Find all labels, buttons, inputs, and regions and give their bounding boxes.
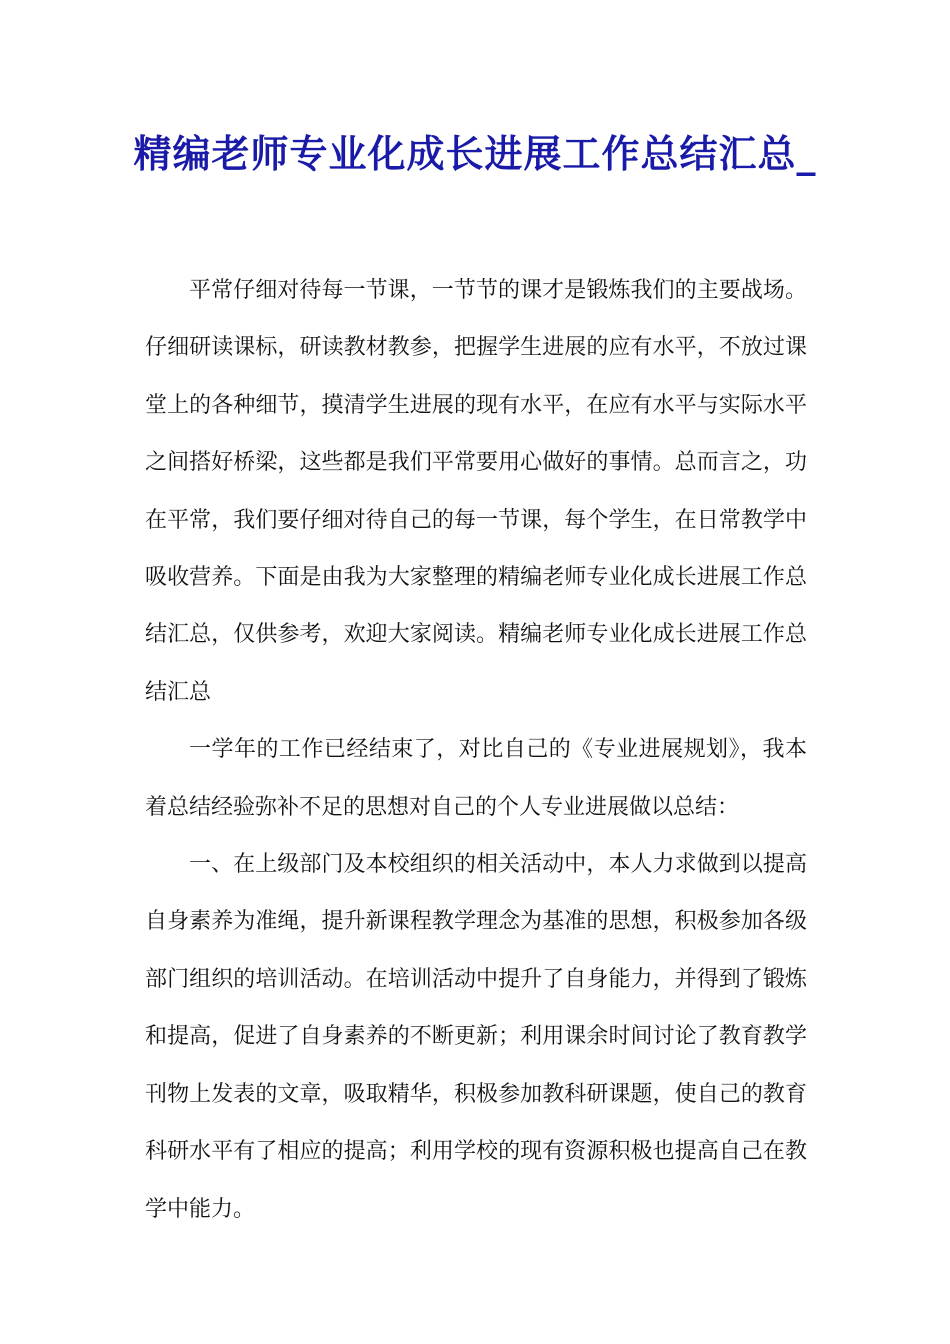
paragraph-intro: 平常仔细对待每一节课，一节节的课才是锻炼我们的主要战场。仔细研读课标，研读教材教参，把握学生进展的应有水平，不放过课堂上的各种细节，摸清学生进展的现有水平，在应有水平与实际水平之间搭好桥梁，这些都是我们平常要用心做好的事情。总而言之，功在平常，我们要仔细对待自己的每一节课，每个学生，在日常教学中吸收营养。下面是由我为大家整理的精编老师专业化成长进展工作总结汇总，仅供参考，欢迎大家阅读。精编老师专业化成长进展工作总结汇总 xyxy=(145,278,807,705)
document-body xyxy=(145,262,807,1238)
document-title: 精编老师专业化成长进展工作总结汇总_ xyxy=(133,131,817,176)
paragraph-summary: 一学年的工作已经结束了，对比自己的《专业进展规划》，我本着总结经验弥补不足的思想对自己的个人专业进展做以总结： xyxy=(145,737,807,820)
paragraph-section-one: 一、在上级部门及本校组织的相关活动中，本人力求做到以提高自身素养为准绳，提升新课程教学理念为基准的思想，积极参加各级部门组织的培训活动。在培训活动中提升了自身能力，并得到了锻炼和提高，促进了自身素养的不断更新；利用课余时间讨论了教育教学刊物上发表的文章，吸取精华，积极参加教科研课题，使自己的教育科研水平有了相应的提高；利用学校的现有资源积极也提高自己在教学中能力。 xyxy=(145,852,807,1222)
